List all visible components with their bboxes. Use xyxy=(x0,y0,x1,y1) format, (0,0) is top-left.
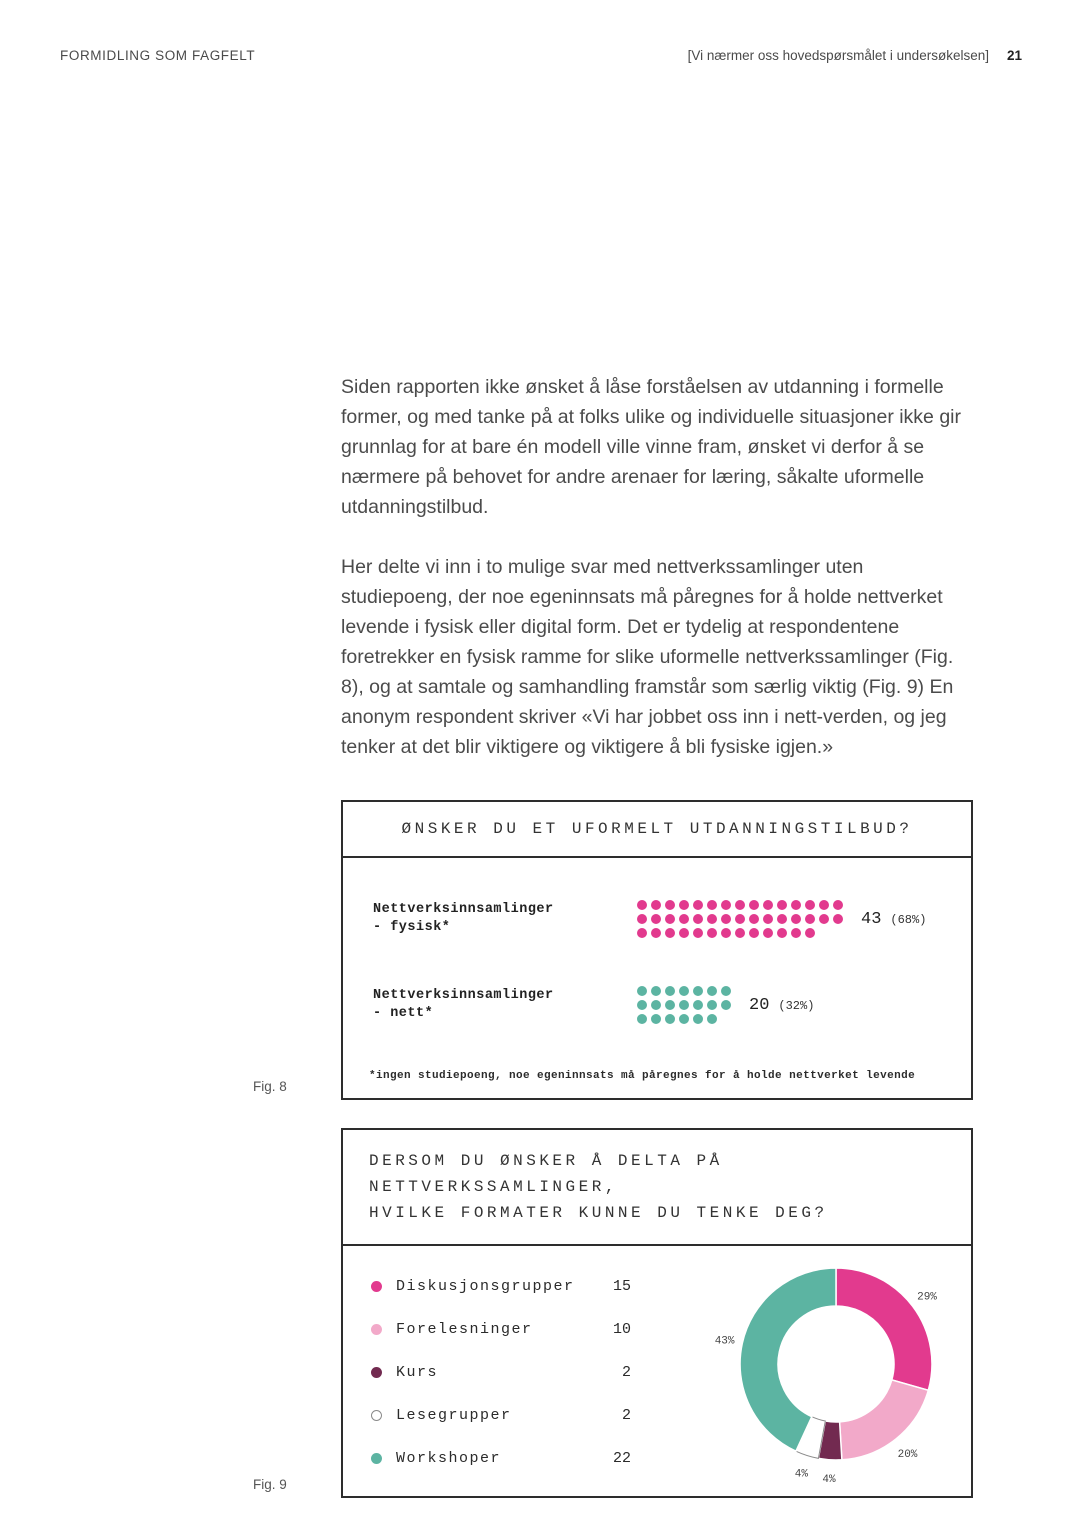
figure-8-box xyxy=(341,800,973,1100)
matrix-dot xyxy=(791,900,801,910)
legend-item-workshoper xyxy=(371,1450,631,1467)
dot-row-label-line2: - fysisk* xyxy=(373,920,451,935)
matrix-dot xyxy=(679,928,689,938)
legend-swatch xyxy=(371,1281,382,1292)
donut-svg xyxy=(631,1246,971,1496)
matrix-dot xyxy=(777,914,787,924)
legend-value: 15 xyxy=(612,1278,631,1295)
donut-percent-label: 20% xyxy=(897,1448,918,1461)
legend-label: Forelesninger xyxy=(396,1321,533,1338)
legend-item-forelesninger xyxy=(371,1321,631,1338)
matrix-dot xyxy=(707,1000,717,1010)
figure-9-title-line2: HVILKE FORMATER KUNNE DU TENKE DEG? xyxy=(369,1204,828,1222)
legend-swatch xyxy=(371,1410,382,1421)
matrix-dot xyxy=(651,1000,661,1010)
legend-value: 10 xyxy=(612,1321,631,1338)
legend-swatch xyxy=(371,1453,382,1464)
dot-row-label-line1: Nettverksinnsamlinger xyxy=(373,902,554,917)
figure-8-footnote: *ingen studiepoeng, noe egeninnsats må påregnes for å holde nettverket levende xyxy=(369,1070,916,1082)
donut-legend xyxy=(343,1246,631,1496)
matrix-dot xyxy=(665,986,675,996)
matrix-dot xyxy=(651,986,661,996)
matrix-dot xyxy=(707,928,717,938)
matrix-dot xyxy=(651,1014,661,1024)
donut-percent-label: 4% xyxy=(822,1473,836,1486)
matrix-dot xyxy=(791,914,801,924)
donut-segment-diskusjonsgrupper xyxy=(836,1268,932,1390)
legend-swatch xyxy=(371,1367,382,1378)
matrix-dot xyxy=(637,928,647,938)
dot-matrix-nett xyxy=(635,984,733,1026)
matrix-dot xyxy=(749,900,759,910)
paragraph-1: Siden rapporten ikke ønsket å låse forståelsen av utdanning i formelle former, og med tanke på at folks ulike og individuelle situasjoner ikke gir grunnlag for at bare én modell ville vinne fram, ønsket vi derfor å se nærmere på behovet for andre arenaer for læring, såkalte uformelle utdanningstilbud. xyxy=(341,376,961,518)
legend-item-diskusjonsgrupper xyxy=(371,1278,631,1295)
running-head-right xyxy=(688,48,1022,63)
matrix-dot xyxy=(805,900,815,910)
matrix-dot xyxy=(707,986,717,996)
matrix-dot xyxy=(637,900,647,910)
matrix-dot xyxy=(721,1000,731,1010)
matrix-dot xyxy=(763,900,773,910)
matrix-dot xyxy=(651,900,661,910)
matrix-dot xyxy=(693,914,703,924)
matrix-dot xyxy=(665,1000,675,1010)
percent-value: (68%) xyxy=(890,912,927,927)
donut-percent-label: 29% xyxy=(917,1291,937,1304)
matrix-dot xyxy=(819,914,829,924)
dot-row-fysisk xyxy=(373,898,941,940)
matrix-dot xyxy=(833,900,843,910)
figure-9-caption: Fig. 9 xyxy=(253,1477,287,1492)
legend-value: 2 xyxy=(621,1407,631,1424)
figure-9-title xyxy=(343,1130,971,1246)
matrix-dot xyxy=(665,900,675,910)
dot-matrix-fysisk xyxy=(635,898,845,940)
matrix-dot xyxy=(693,1014,703,1024)
dot-row-value xyxy=(749,996,814,1015)
matrix-dot xyxy=(651,914,661,924)
matrix-dot xyxy=(665,1014,675,1024)
dot-row-nett xyxy=(373,984,941,1026)
dot-row-label-line1: Nettverksinnsamlinger xyxy=(373,988,554,1003)
matrix-dot xyxy=(721,928,731,938)
matrix-dot xyxy=(763,928,773,938)
matrix-dot xyxy=(777,928,787,938)
matrix-dot xyxy=(693,900,703,910)
matrix-dot xyxy=(749,914,759,924)
legend-value: 22 xyxy=(612,1450,631,1467)
legend-label: Workshoper xyxy=(396,1450,502,1467)
figure-9-box xyxy=(341,1128,973,1498)
legend-label: Kurs xyxy=(396,1364,439,1381)
matrix-dot xyxy=(637,986,647,996)
count-value: 43 xyxy=(861,909,882,929)
legend-swatch xyxy=(371,1324,382,1335)
dot-row-label xyxy=(373,901,605,937)
matrix-dot xyxy=(637,1000,647,1010)
donut-percent-label: 4% xyxy=(794,1468,809,1481)
matrix-dot xyxy=(721,986,731,996)
matrix-dot xyxy=(679,1014,689,1024)
matrix-dot xyxy=(707,914,717,924)
dot-row-value xyxy=(861,910,926,929)
matrix-dot xyxy=(749,928,759,938)
matrix-dot xyxy=(679,900,689,910)
matrix-dot xyxy=(833,914,843,924)
matrix-dot xyxy=(693,1000,703,1010)
matrix-dot xyxy=(819,900,829,910)
legend-item-lesegrupper xyxy=(371,1407,631,1424)
matrix-dot xyxy=(735,928,745,938)
matrix-dot xyxy=(637,914,647,924)
figure-8-caption: Fig. 8 xyxy=(253,1079,287,1094)
page-number: 21 xyxy=(1006,48,1022,63)
matrix-dot xyxy=(707,1014,717,1024)
legend-value: 2 xyxy=(621,1364,631,1381)
figure-9-title-line1: DERSOM DU ØNSKER Å DELTA PÅ NETTVERKSSAMLINGER, xyxy=(369,1152,723,1196)
matrix-dot xyxy=(763,914,773,924)
matrix-dot xyxy=(679,986,689,996)
matrix-dot xyxy=(721,900,731,910)
legend-item-kurs xyxy=(371,1364,631,1381)
matrix-dot xyxy=(805,928,815,938)
running-head-subtitle: [Vi nærmer oss hovedspørsmålet i undersøkelsen] xyxy=(687,48,989,63)
legend-label: Lesegrupper xyxy=(396,1407,512,1424)
dot-row-label xyxy=(373,987,605,1023)
matrix-dot xyxy=(707,900,717,910)
paragraph-2: Her delte vi inn i to mulige svar med nettverkssamlinger uten studiepoeng, der noe egeninnsats må påregnes for å holde nettverket levende i fysisk eller digital form. Det er tydelig at respondentene foretrekker en fysisk ramme for slike uformelle nettverkssamlinger (Fig. 8), og at samtale og samhandling framstår som særlig viktig (Fig. 9) En anonym respondent skriver «Vi har jobbet oss inn i nett-verden, og jeg tenker at det blir viktigere og viktigere å bli fysiske igjen.» xyxy=(341,556,954,758)
matrix-dot xyxy=(679,1000,689,1010)
matrix-dot xyxy=(665,928,675,938)
matrix-dot xyxy=(651,928,661,938)
figure-9-chart xyxy=(343,1246,971,1496)
main-content xyxy=(253,372,973,1498)
matrix-dot xyxy=(735,900,745,910)
matrix-dot xyxy=(693,986,703,996)
figure-8-title: ØNSKER DU ET UFORMELT UTDANNINGSTILBUD? xyxy=(343,802,971,858)
matrix-dot xyxy=(777,900,787,910)
dot-row-label-line2: - nett* xyxy=(373,1006,434,1021)
percent-value: (32%) xyxy=(778,998,815,1013)
count-value: 20 xyxy=(749,995,770,1015)
donut-chart xyxy=(631,1246,971,1496)
legend-label: Diskusjonsgrupper xyxy=(396,1278,575,1295)
page-header xyxy=(60,48,1022,63)
figure-8-chart xyxy=(343,858,971,1026)
figure-9 xyxy=(253,1128,973,1498)
matrix-dot xyxy=(791,928,801,938)
matrix-dot xyxy=(721,914,731,924)
matrix-dot xyxy=(693,928,703,938)
figure-8 xyxy=(253,800,973,1100)
matrix-dot xyxy=(637,1014,647,1024)
donut-percent-label: 43% xyxy=(714,1335,735,1348)
running-head-left: FORMIDLING SOM FAGFELT xyxy=(60,48,256,63)
matrix-dot xyxy=(679,914,689,924)
matrix-dot xyxy=(735,914,745,924)
matrix-dot xyxy=(805,914,815,924)
matrix-dot xyxy=(665,914,675,924)
